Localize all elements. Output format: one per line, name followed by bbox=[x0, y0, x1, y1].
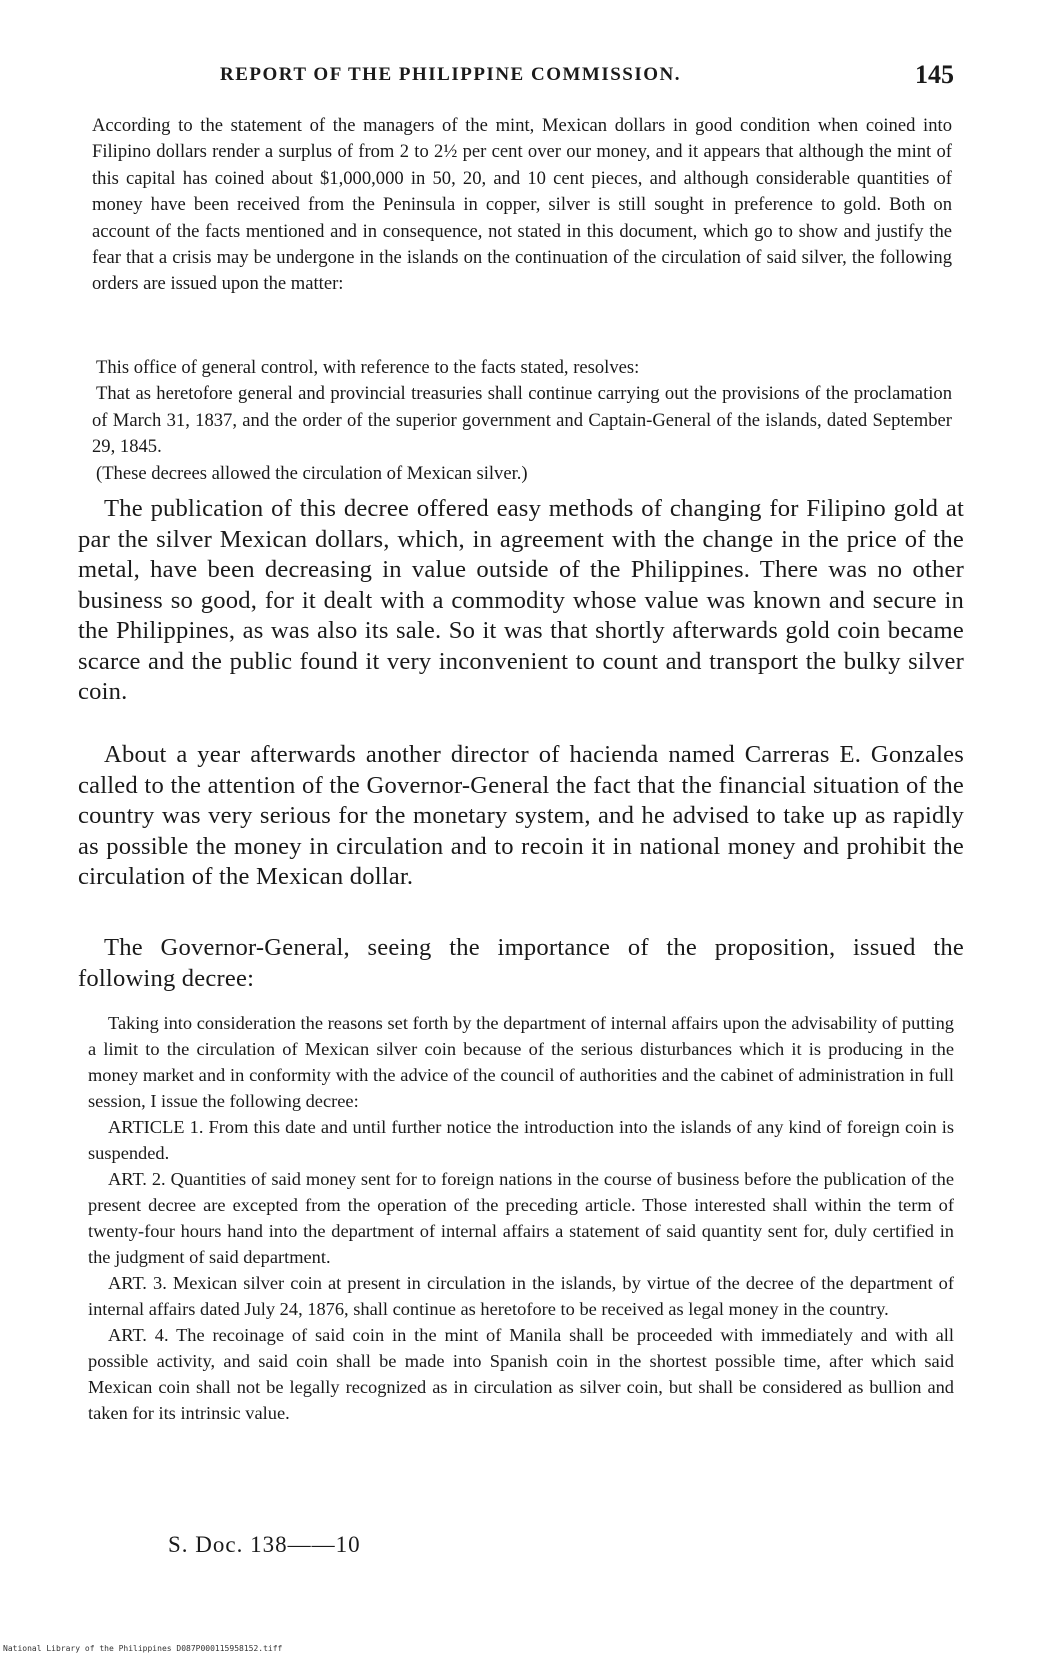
body-paragraph-governor bbox=[78, 933, 964, 994]
resolution-block bbox=[92, 355, 952, 487]
page-number: 145 bbox=[915, 60, 954, 89]
scan-footer-text: National Library of the Philippines D087P000115958152.tiff bbox=[3, 1644, 283, 1653]
paragraph-director: About a year afterwards another director of hacienda named Carreras E. Gonzales called to the attention of the Governor-General the fact that the financial situation of the country was very serious for the monetary system, and he advised to take up as rapidly as possible the money in circulation and to recoin it in national money and prohibit the circulation of the Mexican dollar. bbox=[78, 741, 964, 890]
paragraph-mint-statement: According to the statement of the managers of the mint, Mexican dollars in good condition when coined into Filipino dollars render a surplus of from 2 to 2½ per cent over our money, and it appears that although the mint of this capital has coined about $1,000,000 in 50, 20, and 10 cent pieces, and although considerable quantities of money have been received from the Peninsula in copper, silver is still sought in preference to gold. Both on account of the facts mentioned and in consequence, not stated in this document, which go to show and justify the fear that a crisis may be undergone in the islands on the continuation of the circulation of said silver, the following orders are issued upon the matter: bbox=[92, 115, 952, 295]
decree-article-2: ART. 2. Quantities of said money sent for to foreign nations in the course of business before the publication of the present decree are excepted from the operation of the preceding article. Those interested shall within the term of twenty-four hours hand into the department of internal affairs a statement of said quantity sent for, duly certified in the judgment of said department. bbox=[88, 1169, 954, 1267]
document-signature: S. Doc. 138——10 bbox=[168, 1532, 361, 1557]
decree-article-1: ARTICLE 1. From this date and until further notice the introduction into the islands of any kind of foreign coin is suspended. bbox=[88, 1117, 954, 1163]
paragraph-decree-note: (These decrees allowed the circulation of Mexican silver.) bbox=[96, 462, 528, 484]
paragraph-publication: The publication of this decree offered easy methods of changing for Filipino gold at par the silver Mexican dollars, which, in agreement with the change in the price of the metal, have been decreasing in value outside of the Philippines. There was no other business so good, for it dealt with a commodity whose value was known and secure in the Philippines, as was also its sale. So it was that shortly afterwards gold coin became scarce and the public found it very inconvenient to count and transport the bulky silver coin. bbox=[78, 495, 964, 705]
paragraph-treasuries: That as heretofore general and provincial treasuries shall continue carrying out the provisions of the proclamation of March 31, 1837, and the order of the superior government and Captain-General of the islands, dated September 29, 1845. bbox=[92, 383, 952, 458]
intro-paragraph-block bbox=[92, 113, 952, 298]
paragraph-resolves: This office of general control, with reference to the facts stated, resolves: bbox=[96, 357, 640, 378]
body-paragraph-publication bbox=[78, 494, 964, 708]
scan-footer bbox=[0, 1640, 1041, 1658]
decree-intro: Taking into consideration the reasons set forth by the department of internal affairs upon the advisability of putting a limit to the circulation of Mexican silver coin because of the serious disturbances which it is producing in the money market and in conformity with the advice of the council of authorities and the cabinet of administration in full session, I issue the following decree: bbox=[88, 1013, 954, 1111]
decree-text bbox=[88, 1010, 954, 1426]
decree-article-4: ART. 4. The recoinage of said coin in the mint of Manila shall be proceeded with immediately and with all possible activity, and said coin shall be made into Spanish coin in the shortest possible time, after which said Mexican coin shall not be legally recognized as in circulation as silver coin, but shall be considered as bullion and taken for its intrinsic value. bbox=[88, 1325, 954, 1423]
page-header bbox=[90, 62, 954, 90]
running-title: REPORT OF THE PHILIPPINE COMMISSION. bbox=[220, 64, 682, 85]
decree-article-3: ART. 3. Mexican silver coin at present in circulation in the islands, by virtue of the decree of the department of internal affairs dated July 24, 1876, shall continue as heretofore to be received as legal money in the country. bbox=[88, 1273, 954, 1319]
body-paragraph-director bbox=[78, 740, 964, 893]
paragraph-governor: The Governor-General, seeing the importance of the proposition, issued the following decree: bbox=[78, 934, 964, 992]
